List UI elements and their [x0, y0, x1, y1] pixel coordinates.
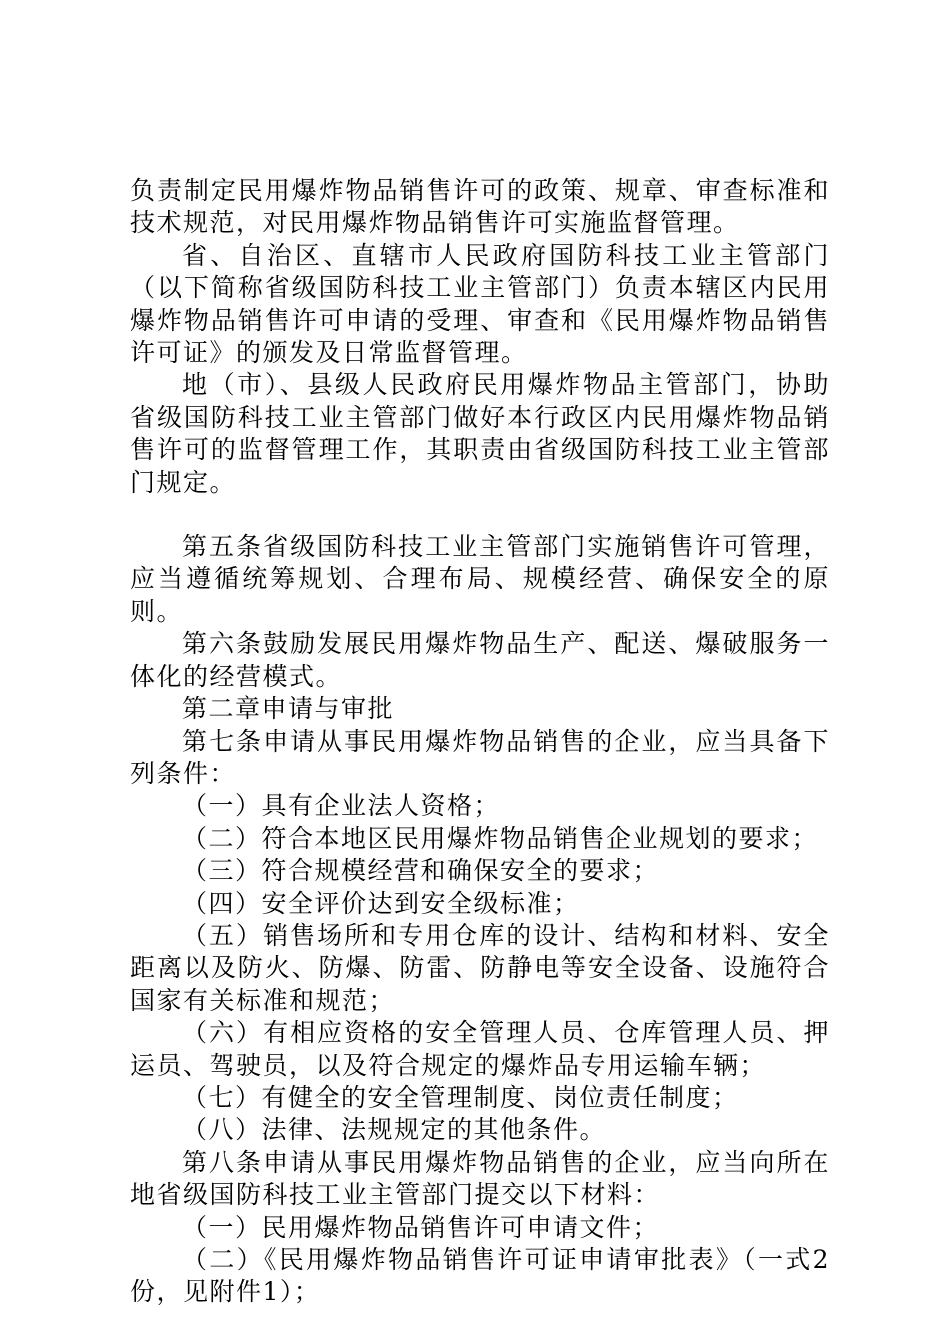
- paragraph-responsibilities: 负责制定民用爆炸物品销售许可的政策、规章、审查标准和技术规范，对民用爆炸物品销售许可实施监督管理。: [130, 176, 830, 238]
- article-7-item-5: （五）销售场所和专用仓库的设计、结构和材料、安全距离以及防火、防爆、防雷、防静电等安全设备、设施符合国家有关标准和规范；: [130, 920, 830, 1015]
- article-8-item-1: （一）民用爆炸物品销售许可申请文件；: [182, 1212, 660, 1242]
- article-7-item-6: （六）有相应资格的安全管理人员、仓库管理人员、押运员、驾驶员，以及符合规定的爆炸品专用运输车辆；: [130, 1018, 830, 1080]
- article-7-item-3: （三）符合规模经营和确保安全的要求；: [182, 856, 660, 886]
- article-6: 第六条鼓励发展民用爆炸物品生产、配送、爆破服务一体化的经营模式。: [130, 629, 830, 691]
- article-7: 第七条申请从事民用爆炸物品销售的企业，应当具备下列条件：: [130, 726, 830, 788]
- article-5: 第五条省级国防科技工业主管部门实施销售许可管理，应当遵循统筹规划、合理布局、规模经营、确保安全的原则。: [130, 532, 830, 626]
- article-7-item-4: （四）安全评价达到安全级标准；: [182, 888, 580, 918]
- article-7-item-1: （一）具有企业法人资格；: [182, 791, 501, 821]
- paragraph-spacer: [130, 499, 830, 531]
- article-8-item-2: （二）《民用爆炸物品销售许可证申请审批表》（一式2份，见附件1）；: [130, 1245, 830, 1307]
- paragraph-local-authority: 地（市）、县级人民政府民用爆炸物品主管部门，协助省级国防科技工业主管部门做好本行政区内民用爆炸物品销售许可的监督管理工作，其职责由省级国防科技工业主管部门规定。: [130, 370, 830, 497]
- article-7-item-7: （七）有健全的安全管理制度、岗位责任制度；: [182, 1082, 739, 1112]
- article-7-item-8: （八）法律、法规规定的其他条件。: [182, 1115, 607, 1145]
- article-7-item-2: （二）符合本地区民用爆炸物品销售企业规划的要求；: [182, 823, 819, 853]
- chapter-2-heading: 第二章申请与审批: [182, 694, 395, 724]
- document-body: [130, 175, 830, 1309]
- article-8: 第八条申请从事民用爆炸物品销售的企业，应当向所在地省级国防科技工业主管部门提交以下材料：: [130, 1147, 830, 1210]
- paragraph-provincial-authority: 省、自治区、直辖市人民政府国防科技工业主管部门（以下简称省级国防科技工业主管部门）负责本辖区内民用爆炸物品销售许可申请的受理、审查和《民用爆炸物品销售许可证》的颁发及日常监督管理。: [130, 240, 830, 368]
